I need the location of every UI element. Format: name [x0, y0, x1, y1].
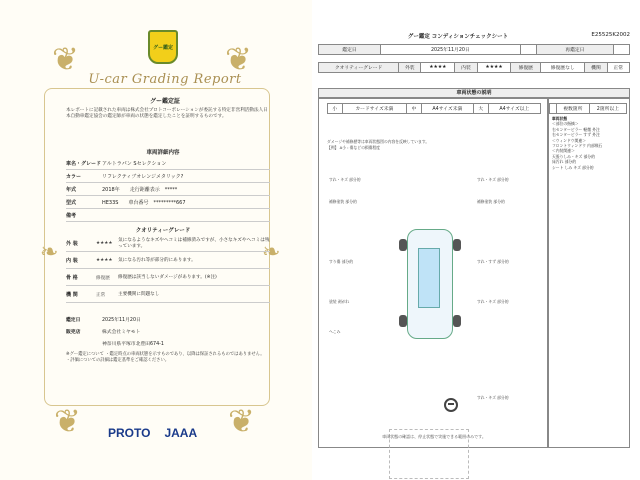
cell: 修復歴 [511, 63, 541, 73]
flourish-bottom-left: ❦ [54, 402, 81, 440]
info-key: カラー [66, 174, 82, 180]
cell: 2箇所以上 [589, 104, 626, 114]
cell: 再鑑定日 [536, 45, 613, 55]
cell: 正常 [607, 63, 629, 73]
info-row [66, 171, 270, 183]
grade-row [66, 236, 270, 252]
grade-stars: 修復歴 [96, 275, 110, 281]
cell: ★★★★ [477, 63, 511, 73]
side-notes-panel [548, 98, 630, 448]
damage-callout: すれ・キズ 部分的 [477, 395, 509, 400]
cell: 内装 [455, 63, 477, 73]
certificate-title: U-car Grading Report [88, 72, 242, 87]
info-row [66, 210, 270, 222]
goo-kantei-logo [148, 30, 178, 64]
damage-callout: 補修塗装 部分的 [329, 199, 357, 204]
side-item: ＜部位の指摘＞ [552, 121, 579, 127]
shop-row [66, 326, 270, 336]
grade-table [318, 62, 630, 73]
cell: 外装 [399, 63, 421, 73]
info-key: 年式 [66, 187, 77, 193]
grade-stars: ★★★★ [96, 241, 113, 246]
info-value: 2018年 走行距離表示 ***** [102, 187, 178, 193]
grade-key: 内 装 [66, 258, 78, 264]
cell: 複数箇所 [556, 104, 589, 114]
cell: A4サイズ以上 [488, 104, 540, 114]
info-value: リフレクティブオレンジメタリック? [102, 174, 184, 180]
wheel-front-left [399, 239, 407, 251]
flourish-left: ❧ [40, 240, 59, 265]
cell: クオリティーグレード [319, 63, 399, 73]
info-row [66, 158, 270, 170]
side-item: 床汚れ 部分的 [552, 159, 576, 165]
grade-desc: 気になるようなキズやヘコミは補修済みですが、小さなキズやヘコミは残っています。 [118, 237, 270, 249]
cell: 中 [407, 104, 422, 114]
wheel-rear-right [453, 315, 461, 327]
size-legend-table [327, 103, 541, 114]
side-item: 右センターピラー すず 外注 [552, 132, 600, 138]
cell: カードサイズ未満 [342, 104, 406, 114]
damage-callout: すり傷 部分的 [329, 259, 353, 264]
info-row [66, 184, 270, 196]
certificate-subtitle: グー鑑定証 [149, 98, 180, 105]
grade-row [66, 253, 270, 269]
cell: 機関 [585, 63, 607, 73]
car-glass [418, 248, 440, 308]
grade-key: 外 装 [66, 241, 78, 247]
sheet-title: グー鑑定 コンディションチェックシート [407, 34, 509, 40]
wheel-front-right [453, 239, 461, 251]
legend-note: ダメージや補修歴等は車両状態図の内容を反映しています。 [327, 139, 430, 144]
cell: 大 [473, 104, 488, 114]
cell: 2025年11月20日 [380, 45, 520, 55]
damage-callout: すれ・キズ 部分的 [329, 177, 361, 182]
cell [520, 45, 536, 55]
info-value: HE33S 車台番号 *********667 [102, 200, 186, 206]
footer-logos [108, 426, 197, 440]
certificate-intro: 本レポートに記載された車両は株式会社プロトコーポレーションが委託する特定非営利活動法人日本自動車鑑定協会の鑑定師が車両の状態を鑑定したことを証明するものです。 [66, 108, 268, 120]
info-key: 備考 [66, 213, 77, 219]
wheel-rear-left [399, 315, 407, 327]
info-row [66, 197, 270, 209]
sheet-code: E25525K2002 [591, 32, 630, 38]
shop-label: 販売店 [66, 329, 81, 335]
quality-grade-heading: クオリティーグレード [135, 228, 191, 234]
steering-wheel-icon [444, 398, 458, 412]
flourish-bottom-right: ❦ [228, 402, 255, 440]
cell [614, 45, 630, 55]
flourish-top-right: ❦ [225, 40, 252, 78]
grade-key: 機 関 [66, 292, 78, 298]
side-item: ＜ウィンドウ関連＞ [552, 137, 586, 143]
jaaa-logo: JAAA [164, 426, 198, 440]
grading-certificate [0, 0, 312, 480]
certificate-notes: ※グー鑑定について ・鑑定時点の車両状態を示すものであり、以降は保証されるものではありません。 ・評価についての詳細は鑑定基準をご確認ください。 [66, 352, 265, 363]
damage-callout: すれ・キズ 部分的 [477, 177, 509, 182]
car-top-view [407, 229, 453, 339]
cell: ★★★★ [421, 63, 455, 73]
date-value: 2025年11月20日 [102, 317, 141, 323]
cell: 修復歴なし [541, 63, 585, 73]
vehicle-info-heading: 車両詳細内容 [146, 150, 180, 156]
grade-desc: 修復歴は該当しないダメージがあります。(※注) [118, 274, 217, 280]
damage-callout: へこみ [329, 329, 341, 334]
grade-stars: ★★★★ [96, 258, 113, 263]
flourish-right: ❧ [262, 240, 281, 265]
damage-callout: すれ・すず 部分的 [477, 259, 509, 264]
damage-callout: 補修塗装 部分的 [477, 199, 505, 204]
damage-callout: 塗装 剥がれ [329, 299, 350, 304]
side-item: ＜内装関連＞ [552, 148, 575, 154]
side-item: シート しみ キズ 部分的 [552, 164, 594, 170]
date-table [318, 44, 630, 55]
explanation-heading: 車両状態の説明 [318, 88, 630, 98]
bottom-note: 車両状態の確認は、停止状態で実施できる範囲のみです。 [382, 434, 486, 439]
grade-row [66, 270, 270, 286]
side-item: 天張りしみ・キズ 部分的 [552, 153, 595, 159]
address-row [66, 338, 270, 348]
logo-text: グー鑑定 [152, 44, 173, 51]
grade-key: 骨 格 [66, 275, 78, 281]
side-item: フロントウィンドウ 内部飛石 [552, 143, 603, 149]
cell: 小 [328, 104, 343, 114]
shop-address: 神奈川県平塚市北豊田674-1 [102, 341, 164, 347]
cell: A4サイズ未満 [421, 104, 473, 114]
info-value: アルトラパン Sセレクション [102, 161, 167, 167]
side-title: 車両状態 [552, 116, 568, 121]
grade-desc: 主要機関に問題なし [118, 291, 160, 297]
cell: 鑑定日 [319, 45, 381, 55]
condition-check-sheet [318, 26, 630, 476]
date-label: 鑑定日 [66, 317, 81, 323]
date-row [66, 314, 270, 324]
side-item: 右センターピラー 軽微 外注 [552, 126, 600, 132]
flourish-top-left: ❦ [52, 40, 79, 78]
info-key: 車名・グレード [66, 161, 102, 167]
legend-example: 【例】 A小 : 傷などの損傷程度 [327, 145, 381, 150]
proto-logo: PROTO [108, 426, 151, 440]
grade-stars: 正常 [96, 292, 106, 298]
info-key: 型式 [66, 200, 77, 206]
shop-value: 株式会社ミヤモト [102, 329, 141, 335]
grade-desc: 気になる汚れ等が部分的にあります。 [118, 257, 196, 263]
damage-callout: すれ・キズ 部分的 [477, 299, 509, 304]
grade-row [66, 287, 270, 303]
